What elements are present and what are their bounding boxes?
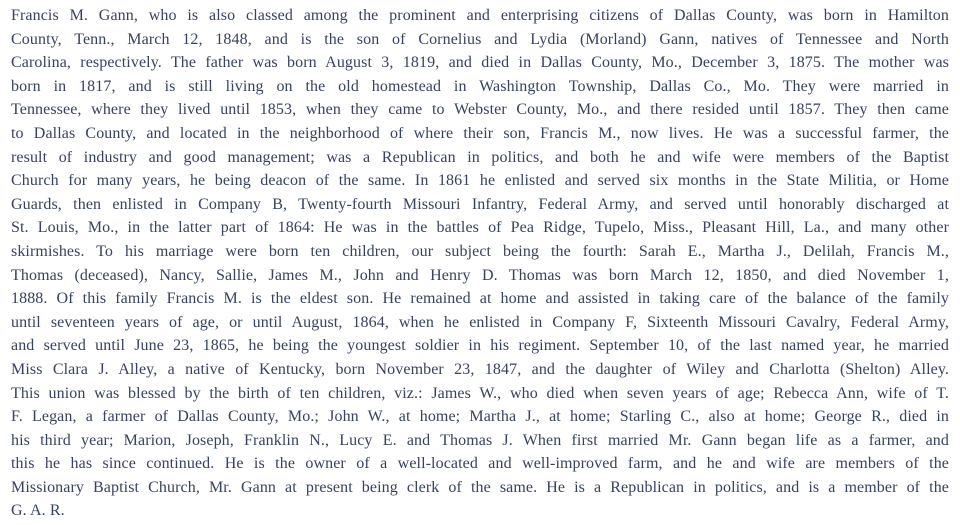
paragraph-line: Missionary Baptist Church, Mr. Gann at present being clerk of the same. He is a Republican in politics, and is a member of the	[11, 478, 949, 496]
paragraph-line: skirmishes. To his marriage were born ten children, our subject being the fourth: Sarah E., Martha J., Delilah, Francis M.,	[11, 242, 949, 260]
paragraph-line: and served until June 23, 1865, he being the youngest soldier in his regiment. September 10, of the last named year, he married	[11, 337, 949, 355]
paragraph-line: Guards, then enlisted in Company B, Twenty-fourth Missouri Infantry, Federal Army, and served until honorably discharged at	[11, 195, 949, 213]
paragraph-line: to Dallas County, and located in the neighborhood of where their son, Francis M., now lives. He was a successful farmer, the	[11, 124, 949, 142]
paragraph-line: result of industry and good management; was a Republican in politics, and both he and wife were members of the Baptist	[11, 148, 949, 166]
paragraph-line: his third year; Marion, Joseph, Franklin N., Lucy E. and Thomas J. When first married Mr. Gann began life as a farmer, and	[11, 431, 949, 449]
paragraph-line: G. A. R.	[11, 502, 65, 520]
paragraph-line: born in 1817, and is still living on the old homestead in Washington Township, Dallas Co., Mo. They were married in	[11, 77, 949, 95]
paragraph-line: This union was blessed by the birth of ten children, viz.: James W., who died when seven years of age; Rebecca Ann, wife of T.	[11, 384, 949, 402]
paragraph-line: Francis M. Gann, who is also classed among the prominent and enterprising citizens of Dallas County, was born in Hamilton	[11, 7, 949, 24]
paragraph-line: County, Tenn., March 12, 1848, and is the son of Cornelius and Lydia (Morland) Gann, natives of Tennessee and North	[11, 30, 949, 48]
paragraph-line: Miss Clara J. Alley, a native of Kentucky, born November 23, 1847, and the daughter of Wiley and Charlotta (Shelton) Alley.	[11, 360, 949, 378]
paragraph-line: Thomas (deceased), Nancy, Sallie, James M., John and Henry D. Thomas was born March 12, 1850, and died November 1,	[11, 266, 949, 284]
biography-paragraph	[11, 4, 949, 523]
paragraph-line: until seventeen years of age, or until August, 1864, when he enlisted in Company F, Sixteenth Missouri Cavalry, Federal Army,	[11, 313, 949, 331]
paragraph-line: St. Louis, Mo., in the latter part of 1864: He was in the battles of Pea Ridge, Tupelo, Miss., Pleasant Hill, La., and many other	[11, 219, 949, 237]
paragraph-line: Church for many years, he being deacon of the same. In 1861 he enlisted and served six months in the State Militia, or Home	[11, 172, 949, 190]
paragraph-line: Carolina, respectively. The father was born August 3, 1819, and died in Dallas County, Mo., December 3, 1875. The mother was	[11, 54, 949, 72]
paragraph-line: this he has since continued. He is the owner of a well-located and well-improved farm, and he and wife are members of the	[11, 455, 949, 473]
paragraph-line: 1888. Of this family Francis M. is the eldest son. He remained at home and assisted in taking care of the balance of the family	[11, 290, 949, 308]
paragraph-line: F. Legan, a farmer of Dallas County, Mo.; John W., at home; Martha J., at home; Starling C., also at home; George R., died in	[11, 408, 949, 426]
paragraph-line: Tennessee, where they lived until 1853, when they came to Webster County, Mo., and there resided until 1857. They then came	[11, 101, 949, 119]
